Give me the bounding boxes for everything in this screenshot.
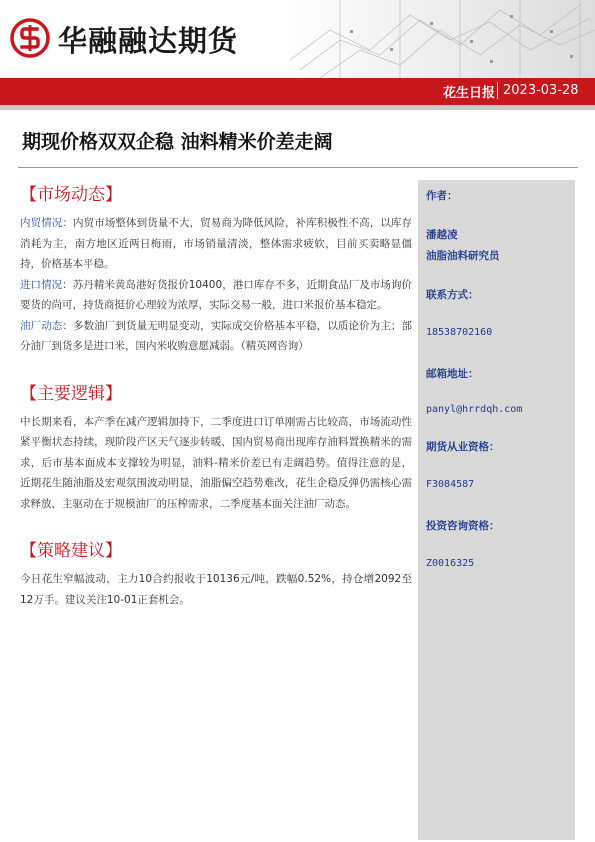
contact-label: 联系方式： — [426, 289, 479, 301]
banner-separator — [497, 82, 498, 99]
invest-qualification-label: 投资咨询资格： — [426, 520, 500, 532]
title-divider — [18, 167, 578, 168]
market-item-domestic — [20, 213, 412, 275]
futures-qualification-label: 期货从业资格： — [426, 441, 500, 453]
strategy-text: 今日花生窄幅波动，主力10合约报收于10136元/吨，跌幅0.52%，持仓增2092至12万手。建议关注10-01正套机会。 — [20, 573, 412, 606]
header-decorative-pattern-icon — [280, 0, 595, 78]
author-label: 作者： — [426, 190, 458, 202]
spacer — [20, 514, 412, 526]
section-title-market: 【市场动态】 — [20, 185, 122, 205]
report-date: 2023-03-28 — [503, 83, 579, 98]
market-item-text: 苏丹精米黄岛港好货报价10400，港口库存不多，近期食品厂及市场询价要货的尚可，持货商挺价心理较为浓厚，实际交易一般，进口米报价基本稳定。 — [20, 278, 412, 311]
phone-number: 18538702160 — [426, 327, 493, 338]
banner-shadow-strip — [0, 105, 595, 110]
email-label: 邮箱地址： — [426, 368, 479, 380]
market-item-label: 内贸情况： — [20, 217, 73, 229]
page-title: 期现价格双双企稳 油料精米价差走阔 — [22, 131, 333, 153]
report-name: 花生日报 — [442, 86, 495, 101]
section-title-strategy: 【策略建议】 — [20, 541, 122, 561]
author-title: 油脂油料研究员 — [426, 250, 500, 262]
brand-name: 华融融达期货 — [58, 24, 239, 58]
author-sidebar — [418, 180, 575, 840]
market-item-oil-mill — [20, 316, 412, 357]
author-name: 潘越凌 — [426, 229, 458, 241]
market-item-label: 油厂动态： — [20, 319, 73, 332]
email-address[interactable]: panyl@hrrdqh.com — [426, 404, 523, 415]
logic-text: 中长期来看，本产季在减产逻辑加持下，二季度进口订单刚需占比较高，市场流动性紧平衡状态持续，现阶段产区天气逐步转暖，国内贸易商出现库存油料置换精米的需求，后市基本面成本支撑较为明显，油料-精米价差已有走阔趋势。值得注意的是，近期花生随油脂及宏观氛围波动明显，油脂偏空趋势难改，花生企稳反弹仍需核心需求释放，主驱动在于规模油厂的压榨需求，二季度基本面关注油厂动态。 — [20, 415, 412, 510]
market-item-text: 多数油厂到货量无明显变动，实际成交价格基本平稳，以质论价为主；部分油厂到货多是进口米，国内米收购意愿减弱。（精英网咨询） — [20, 319, 413, 352]
spacer — [20, 357, 412, 369]
market-item-text: 内贸市场整体到货量不大，贸易商为降低风险，补库积极性不高，以库存消耗为主，南方地区近两日梅雨，市场销量清淡，整体需求疲软，目前买卖略显僵持，价格基本平稳。 — [20, 217, 413, 270]
invest-qualification-number: Z0016325 — [426, 558, 475, 569]
section-title-logic: 【主要逻辑】 — [20, 383, 122, 404]
market-item-label: 进口情况： — [20, 278, 73, 291]
main-content — [20, 170, 412, 610]
report-banner — [0, 78, 595, 105]
company-logo-icon — [10, 18, 50, 58]
market-item-import — [20, 275, 412, 316]
header-logo-row — [0, 0, 595, 78]
futures-qualification-number: F3084587 — [426, 479, 475, 490]
